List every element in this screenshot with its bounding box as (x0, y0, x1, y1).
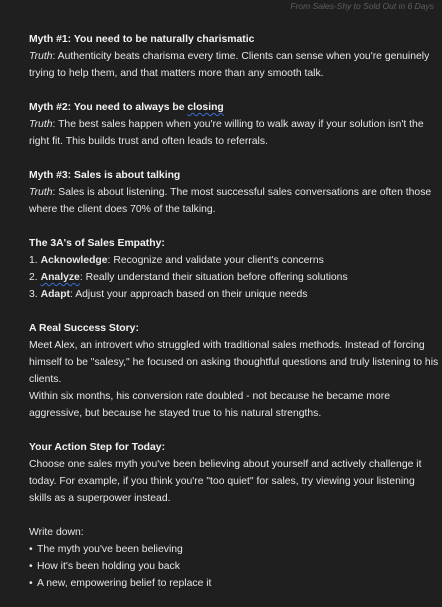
myth-3-truth (29, 184, 439, 218)
list-text: : Recognize and validate your client's concerns (107, 255, 324, 266)
story-heading: A Real Success Story: (29, 323, 139, 334)
write-down-label: Write down: (29, 527, 84, 538)
list-number: 2. (29, 272, 41, 283)
myth-1-section (29, 31, 439, 82)
document-body[interactable] (29, 31, 439, 592)
write-down-list (29, 541, 439, 592)
action-paragraph: Choose one sales myth you've been believing about yourself and actively challenge it today. For example, if you think you're "too quiet" for sales, try viewing your listening skills as a superpower instead. (29, 459, 422, 504)
empathy-list (29, 252, 439, 303)
list-item (29, 269, 439, 286)
list-item (29, 558, 439, 575)
myth-2-heading (29, 99, 439, 116)
action-heading: Your Action Step for Today: (29, 442, 166, 453)
list-item (29, 541, 439, 558)
bullet-icon: • (29, 561, 33, 572)
write-down-section (29, 524, 439, 592)
empathy-heading: The 3A's of Sales Empathy: (29, 238, 165, 249)
list-item (29, 252, 439, 269)
myth-3-section (29, 167, 439, 218)
header-note: From Sales-Shy to Sold Out in 6 Days (290, 1, 434, 11)
action-section (29, 439, 439, 507)
myth-1-heading: Myth #1: You need to be naturally charismatic (29, 34, 255, 45)
myth-2-truth (29, 116, 439, 150)
list-text: How it's been holding you back (37, 561, 180, 572)
story-paragraph-2: Within six months, his conversion rate doubled - not because he became more aggressive, but because he stayed true to his natural strengths. (29, 391, 390, 419)
bullet-icon: • (29, 544, 33, 555)
list-term: Adapt (40, 289, 70, 300)
list-text: : Really understand their situation before offering solutions (79, 272, 348, 283)
myth-3-heading: Myth #3: Sales is about talking (29, 170, 181, 181)
list-text: : Adjust your approach based on their unique needs (70, 289, 308, 300)
list-item (29, 575, 439, 592)
list-term[interactable]: Analyze (40, 272, 80, 283)
bullet-icon: • (29, 578, 33, 589)
myth-2-section (29, 99, 439, 150)
list-text: The myth you've been believing (37, 544, 183, 555)
myth-1-truth-text: : Authenticity beats charisma every time. Clients can sense when you're genuinely trying to help them, and that matters more than any smooth talk. (29, 51, 430, 79)
empathy-section (29, 235, 439, 303)
myth-3-truth-text: : Sales is about listening. The most successful sales conversations are often those where the client does 70% of the talking. (29, 187, 432, 215)
story-paragraph-1: Meet Alex, an introvert who struggled with traditional sales methods. Instead of forcing himself to be "salesy," he focused on asking thoughtful questions and truly listening to his clients. (29, 340, 439, 385)
myth-1-truth (29, 48, 439, 82)
list-item (29, 286, 439, 303)
list-term: Acknowledge (40, 255, 108, 266)
list-text: A new, empowering belief to replace it (37, 578, 212, 589)
list-number: 1. (29, 255, 41, 266)
myth-2-truth-text: : The best sales happen when you're willing to walk away if your solution isn't the right fit. This builds trust and often leads to referrals. (29, 119, 424, 147)
truth-label: Truth (29, 187, 53, 198)
truth-label: Truth (29, 51, 53, 62)
truth-label: Truth (29, 119, 53, 130)
myth-2-heading-text: Myth #2: You need to always be (29, 102, 188, 113)
list-number: 3. (29, 289, 41, 300)
story-section (29, 320, 439, 422)
spellcheck-flagged-word[interactable]: closing (187, 102, 224, 113)
